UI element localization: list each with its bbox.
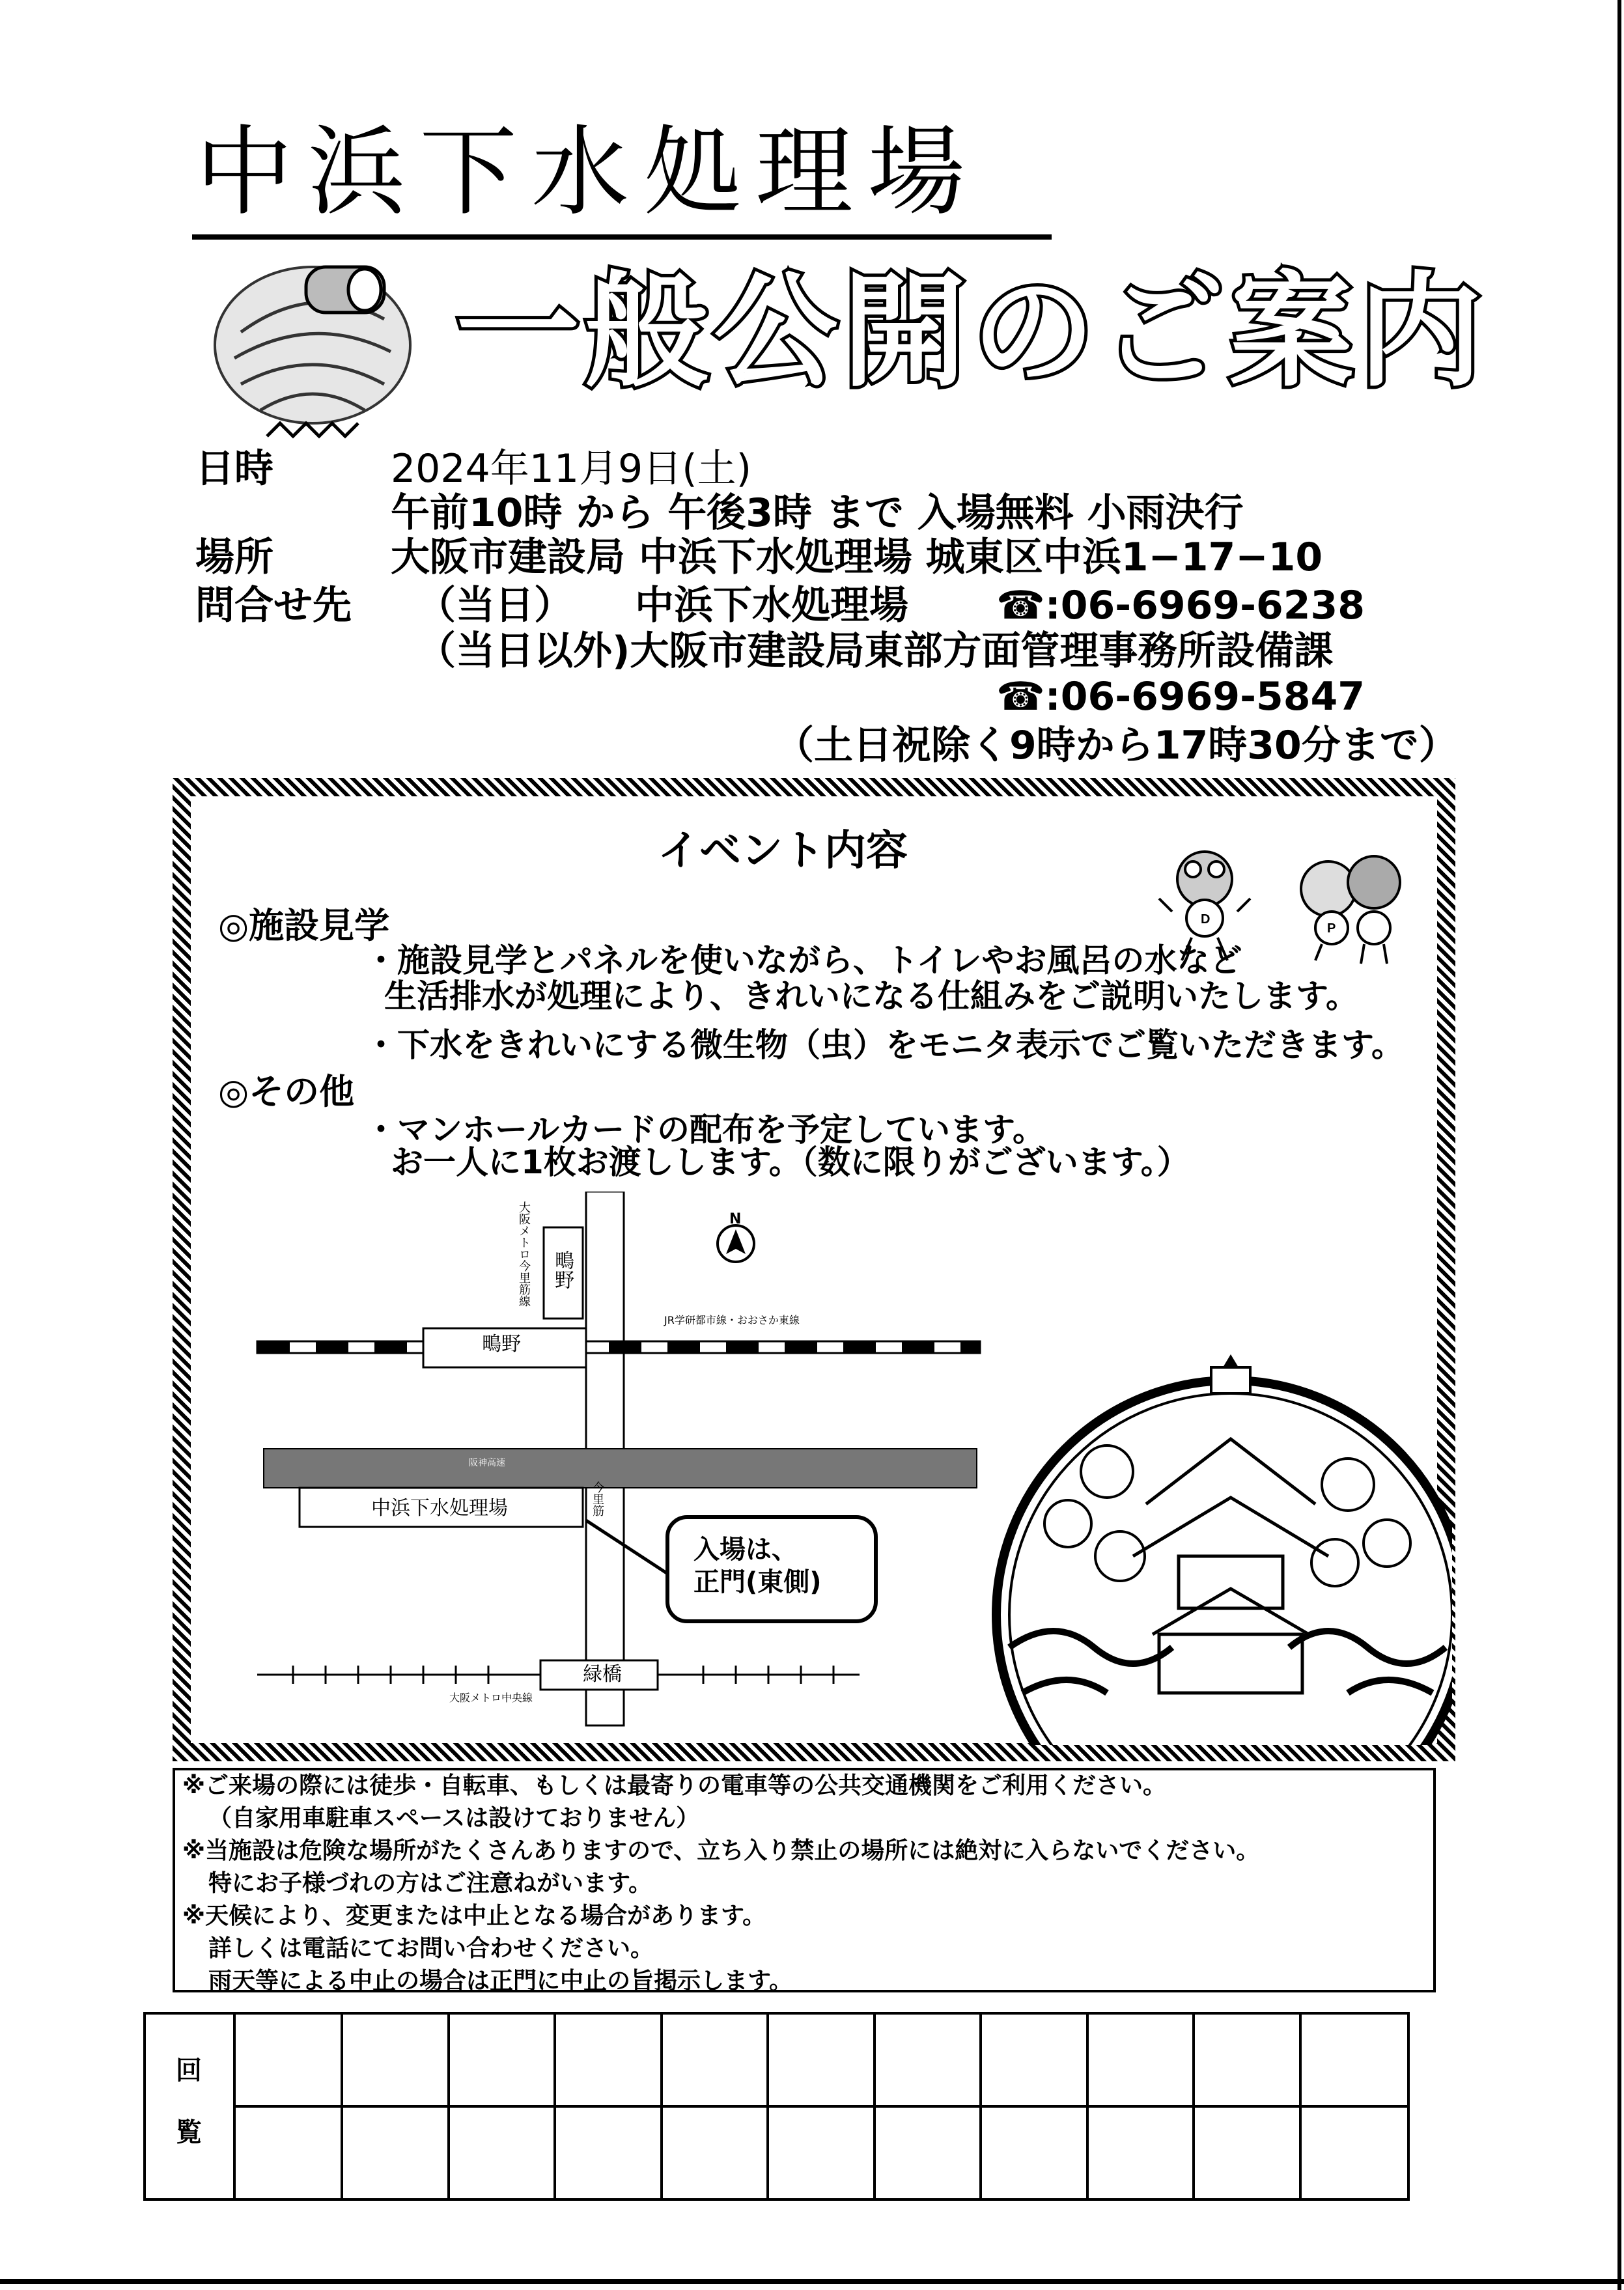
line-jr-label: JR学研都市線・おおさか東線 xyxy=(664,1314,800,1326)
manhole-cover-illustration xyxy=(983,1341,1452,1745)
place-label: 場所 xyxy=(195,535,273,580)
section-facility-item1-line2: 生活排水が処理により、きれいになる仕組みをご説明いたします。 xyxy=(384,977,1358,1015)
line-imazato-label: 大阪メトロ今里筋線 xyxy=(517,1201,531,1307)
station-shigino-vertical: 鴫野 xyxy=(551,1250,574,1289)
section-other-item1-line2: お一人に1枚お渡しします。（数に限りがございます。） xyxy=(391,1143,1190,1181)
facility-label: 中浜下水処理場 xyxy=(371,1497,508,1520)
section-other-title: ◎その他 xyxy=(218,1071,355,1112)
section-facility-title: ◎施設見学 xyxy=(218,905,390,946)
scan-border-right xyxy=(1617,0,1621,2290)
circulation-label-2: 覧 xyxy=(176,2117,202,2147)
contact-day-org: 中浜下水処理場 xyxy=(635,583,908,628)
section-facility-item1-line1: ・施設見学とパネルを使いながら、トイレやお風呂の水など xyxy=(365,942,1242,979)
contact-label: 問合せ先 xyxy=(195,583,352,628)
place-value: 大阪市建設局 中浜下水処理場 城東区中浜1−17−10 xyxy=(391,535,1323,580)
date-value: 2024年11月9日(土) xyxy=(391,446,752,492)
scan-border-bottom xyxy=(0,2279,1624,2284)
notice-line: ※当施設は危険な場所がたくさんありますので、立ち入り禁止の場所には絶対に入らないでください。 xyxy=(182,1837,1260,1864)
entrance-label-line1: 入場は、 xyxy=(693,1535,798,1565)
station-midoribashi: 緑橋 xyxy=(583,1663,622,1686)
section-facility-item2: ・下水をきれいにする微生物（虫）をモニタ表示でご覧いただきます。 xyxy=(365,1026,1404,1064)
page-title: 中浜下水処理場 xyxy=(195,116,980,229)
section-other-item1-line1: ・マンホールカードの配布を予定しています。 xyxy=(365,1111,1045,1149)
pipe-splash-illustration xyxy=(202,241,423,449)
expressway-label: 阪神高速 xyxy=(469,1458,505,1468)
svg-text:D: D xyxy=(1201,912,1211,927)
svg-text:P: P xyxy=(1327,921,1336,936)
contact-other: （当日以外)大阪市建設局東部方面管理事務所設備課 xyxy=(417,628,1334,674)
notice-line: （自家用車駐車スペースは設けておりません） xyxy=(208,1805,700,1832)
notice-line: ※天候により、変更または中止となる場合があります。 xyxy=(182,1903,766,1929)
time-value: 午前10時 から 午後3時 まで 入場無料 小雨決行 xyxy=(391,490,1244,536)
line-chuo-label: 大阪メトロ中央線 xyxy=(449,1692,533,1704)
north-label: N xyxy=(729,1211,742,1227)
contact-hours: （土日祝除く9時から17時30分まで） xyxy=(775,723,1458,768)
road-imazato-label: 今里筋 xyxy=(591,1481,604,1516)
notice-line: 詳しくは電話にてお問い合わせください。 xyxy=(208,1935,654,1962)
contact-day-label: （当日） xyxy=(417,583,573,628)
event-heading: イベント内容 xyxy=(658,827,908,875)
title-underline xyxy=(192,234,1052,240)
entrance-label-line2: 正門(東側) xyxy=(693,1567,822,1597)
contact-other-tel: ☎:06-6969-5847 xyxy=(996,674,1365,719)
circulation-stamp-cells xyxy=(236,2012,1410,2201)
notice-line: 雨天等による中止の場合は正門に中止の旨掲示します。 xyxy=(208,1968,793,1994)
circulation-label-cell xyxy=(143,2012,236,2201)
page-subtitle: 一般公開のご案内 xyxy=(456,260,1488,404)
date-label: 日時 xyxy=(195,446,273,492)
notice-line: 特にお子様づれの方はご注意ねがいます。 xyxy=(208,1870,652,1897)
contact-day-tel: ☎:06-6969-6238 xyxy=(996,583,1365,628)
notice-line: ※ご来場の際には徒歩・自転車、もしくは最寄りの電車等の公共交通機関をご利用ください。 xyxy=(182,1772,1166,1799)
circulation-label-1: 回 xyxy=(176,2056,202,2086)
access-map xyxy=(254,1192,990,1732)
jr-line xyxy=(257,1341,980,1353)
mascot-characters xyxy=(1153,840,1426,970)
station-shigino: 鴫野 xyxy=(482,1333,521,1356)
